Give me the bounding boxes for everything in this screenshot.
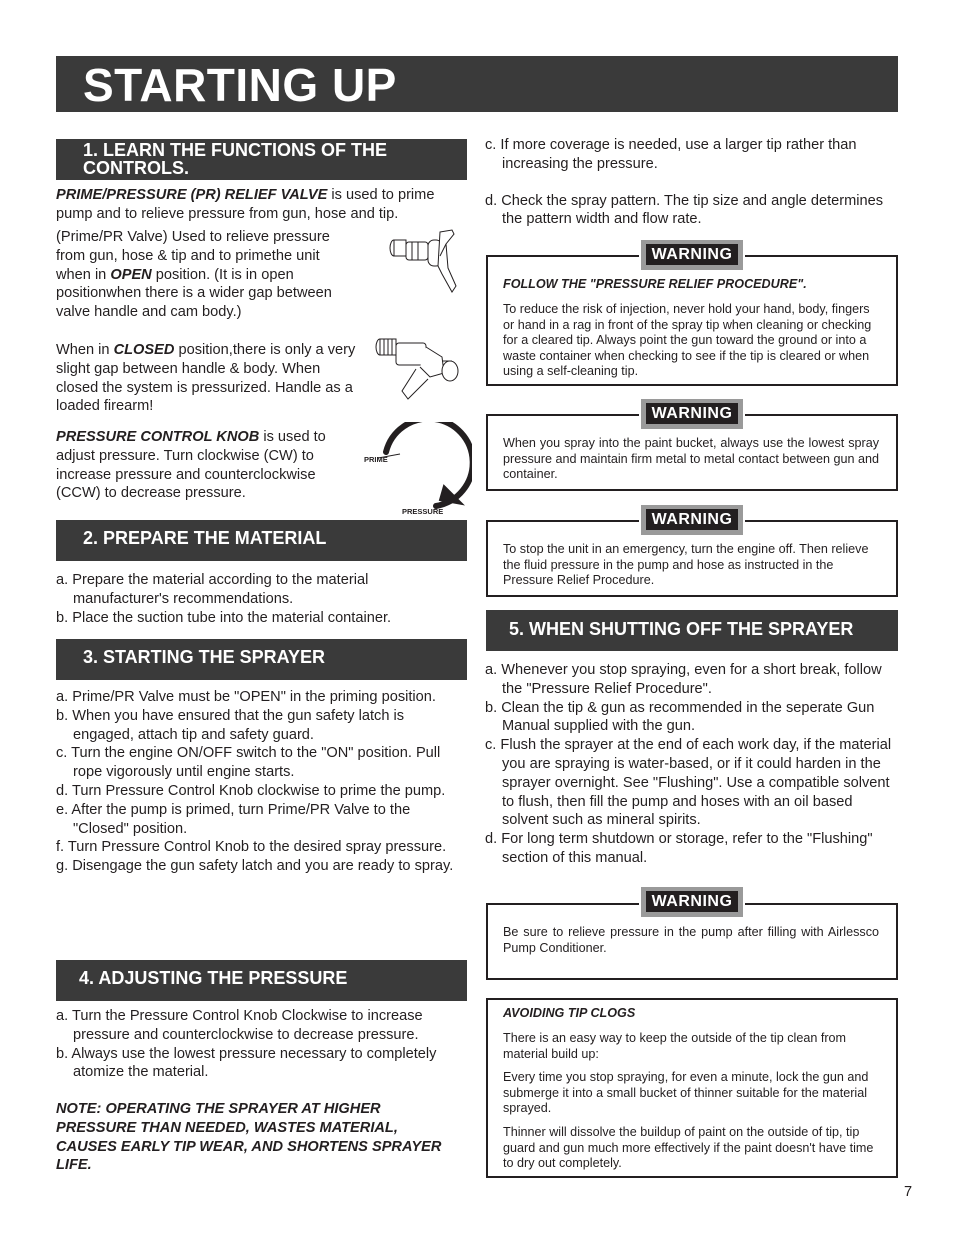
section-1-heading-line-1: 1. LEARN THE FUNCTIONS OF THE xyxy=(83,140,388,160)
section-1-heading-line-2: CONTROLS. xyxy=(83,158,189,178)
list-item: c. If more coverage is needed, use a larger tip rather than increasing the pressure. xyxy=(485,137,857,172)
warning-4-text: Be sure to relieve pressure in the pump after filling with Airlessco Pump Conditioner. xyxy=(503,925,879,955)
closed-position-text xyxy=(56,341,356,416)
page-title: STARTING UP xyxy=(83,59,397,111)
valve-closed-illustration xyxy=(372,333,467,413)
section-4-heading-text: 4. ADJUSTING THE PRESSURE xyxy=(79,968,348,988)
warning-badge-3 xyxy=(639,505,745,535)
prime-valve-text: is used to prime pump and to relieve pressure from gun, hose and tip. xyxy=(56,187,435,222)
warning-1-title: FOLLOW THE "PRESSURE RELIEF PROCEDURE". xyxy=(503,277,807,291)
right-list-top xyxy=(485,136,897,229)
closed-post: position,there is only a very slight gap between handle & body. When closed the system is pressurized. Handle as a loaded firearm! xyxy=(56,342,356,415)
warning-1-text: To reduce the risk of injection, never hold your hand, body, fingers or hand in a rag in front of the spray tip when cleaning or checking for a cleared tip. Always point the gun toward the ground or into a waste container when checking to see if the tip is cleared or when using a self-cleaning tip. xyxy=(503,302,872,379)
list-item: g. Disengage the gun safety latch and you are ready to spray. xyxy=(56,858,454,875)
prime-valve-intro xyxy=(56,186,470,224)
list-item: a. Prepare the material according to the material manufacturer's recommendations. xyxy=(56,572,369,607)
warning-badge-2 xyxy=(639,399,745,429)
section-4-list xyxy=(56,1007,470,1082)
open-post: position. (It is in open positionwhen there is a wider gap between valve handle and cam body.) xyxy=(56,266,332,321)
list-item: b. Clean the tip & gun as recommended in the seperate Gun Manual supplied with the gun. xyxy=(485,699,875,735)
title-bar xyxy=(56,56,898,112)
warning-box-1 xyxy=(486,255,898,386)
warning-badge-1 xyxy=(639,240,745,270)
section-2-list xyxy=(56,571,456,627)
prime-valve-name: PRIME/PRESSURE (PR) RELIEF VALVE xyxy=(56,187,328,203)
tip-clogs-title: AVOIDING TIP CLOGS xyxy=(503,1006,636,1020)
knob-label-prime: PRIME xyxy=(364,455,388,464)
warning-label: WARNING xyxy=(646,891,738,912)
warning-badge-4 xyxy=(639,887,745,917)
list-item: d. Turn Pressure Control Knob clockwise to prime the pump. xyxy=(56,782,446,799)
list-item: b. Place the suction tube into the material container. xyxy=(56,609,392,626)
page-number: 7 xyxy=(904,1184,913,1200)
closed-word: CLOSED xyxy=(113,342,175,358)
knob-label-pressure: PRESSURE xyxy=(402,507,444,516)
pressure-knob-dial xyxy=(362,422,472,518)
tip-clogs-p1: There is an easy way to keep the outside of the tip clean from material build up: xyxy=(503,1031,847,1061)
section-5-heading-text: 5. WHEN SHUTTING OFF THE SPRAYER xyxy=(509,619,854,639)
list-item: e. After the pump is primed, turn Prime/PR Valve to the "Closed" position. xyxy=(56,801,411,837)
knob-name: PRESSURE CONTROL KNOB xyxy=(56,429,260,445)
section-5-list xyxy=(485,661,897,868)
warning-2-text: When you spray into the paint bucket, always use the lowest spray pressure and maintain firm metal to metal contact between gun and container. xyxy=(503,436,879,482)
tip-clogs-p2: Every time you stop spraying, for even a minute, lock the gun and submerge it into a small bucket of thinner suitable for the material sprayed. xyxy=(503,1070,869,1116)
tip-clogs-p3: Thinner will dissolve the buildup of paint on the outside of tip, tip guard and gun much more effectively if the paint doesn't have time to dry out completely. xyxy=(503,1125,874,1171)
list-item: f. Turn Pressure Control Knob to the desired spray pressure. xyxy=(56,839,447,856)
list-item: b. Always use the lowest pressure necessary to completely atomize the material. xyxy=(56,1045,437,1081)
list-item: a. Whenever you stop spraying, even for a short break, follow the "Pressure Relief Procedure". xyxy=(485,662,882,697)
open-pre: (Prime/PR Valve) Used to relieve pressure from gun, hose & tip and to primethe unit when in xyxy=(56,229,330,283)
knob-rest: is used to adjust pressure. Turn clockwise (CW) to increase pressure and counterclockwise (CCW) to decrease pressure. xyxy=(56,429,326,502)
list-item: b. When you have ensured that the gun safety latch is engaged, attach tip and safety guard. xyxy=(56,707,405,743)
list-item: a. Prime/PR Valve must be "OPEN" in the priming position. xyxy=(56,689,436,705)
valve-open-illustration xyxy=(380,226,470,306)
pressure-note: NOTE: OPERATING THE SPRAYER AT HIGHER PRESSURE THAN NEEDED, WASTES MATERIAL, CAUSES EARLY TIP WEAR, AND SHORTENS SPRAYER LIFE. xyxy=(56,1101,442,1174)
list-item: c. Flush the sprayer at the end of each work day, if the material you are spraying is water-based, or if it could harden in the sprayer overnight. See "Flushing". Use a compatible solvent to flush, then fill the pump and hoses with an oil based solvent such as mineral spirits. xyxy=(485,737,892,829)
tip-clogs-box xyxy=(486,998,898,1178)
section-3-heading xyxy=(56,639,467,680)
warning-label: WARNING xyxy=(646,509,738,530)
warning-label: WARNING xyxy=(646,403,738,424)
section-3-list xyxy=(56,688,454,876)
list-item: a. Turn the Pressure Control Knob Clockwise to increase pressure and counterclockwise to decrease pressure. xyxy=(56,1008,423,1043)
warning-3-text: To stop the unit in an emergency, turn the engine off. Then relieve the fluid pressure in the pump and hose as instructed in the Pressure Relief Procedure. xyxy=(503,542,869,588)
open-word: OPEN xyxy=(110,266,152,283)
section-3-heading-text: 3. STARTING THE SPRAYER xyxy=(83,647,326,667)
section-1-heading xyxy=(56,139,467,180)
section-2-heading xyxy=(56,520,467,561)
section-2-heading-text: 2. PREPARE THE MATERIAL xyxy=(83,528,327,548)
open-position-text xyxy=(56,228,358,322)
warning-label: WARNING xyxy=(646,244,738,265)
section-5-heading xyxy=(486,610,898,651)
list-item: c. Turn the engine ON/OFF switch to the "ON" position. Pull rope vigorously until engine starts. xyxy=(56,745,441,781)
knob-text xyxy=(56,428,356,503)
section-4-heading xyxy=(56,960,467,1001)
list-item: d. For long term shutdown or storage, refer to the "Flushing" section of this manual. xyxy=(485,831,873,866)
list-item: d. Check the spray pattern. The tip size and angle determines the pattern width and flow rate. xyxy=(485,192,884,228)
closed-pre: When in xyxy=(56,342,114,358)
